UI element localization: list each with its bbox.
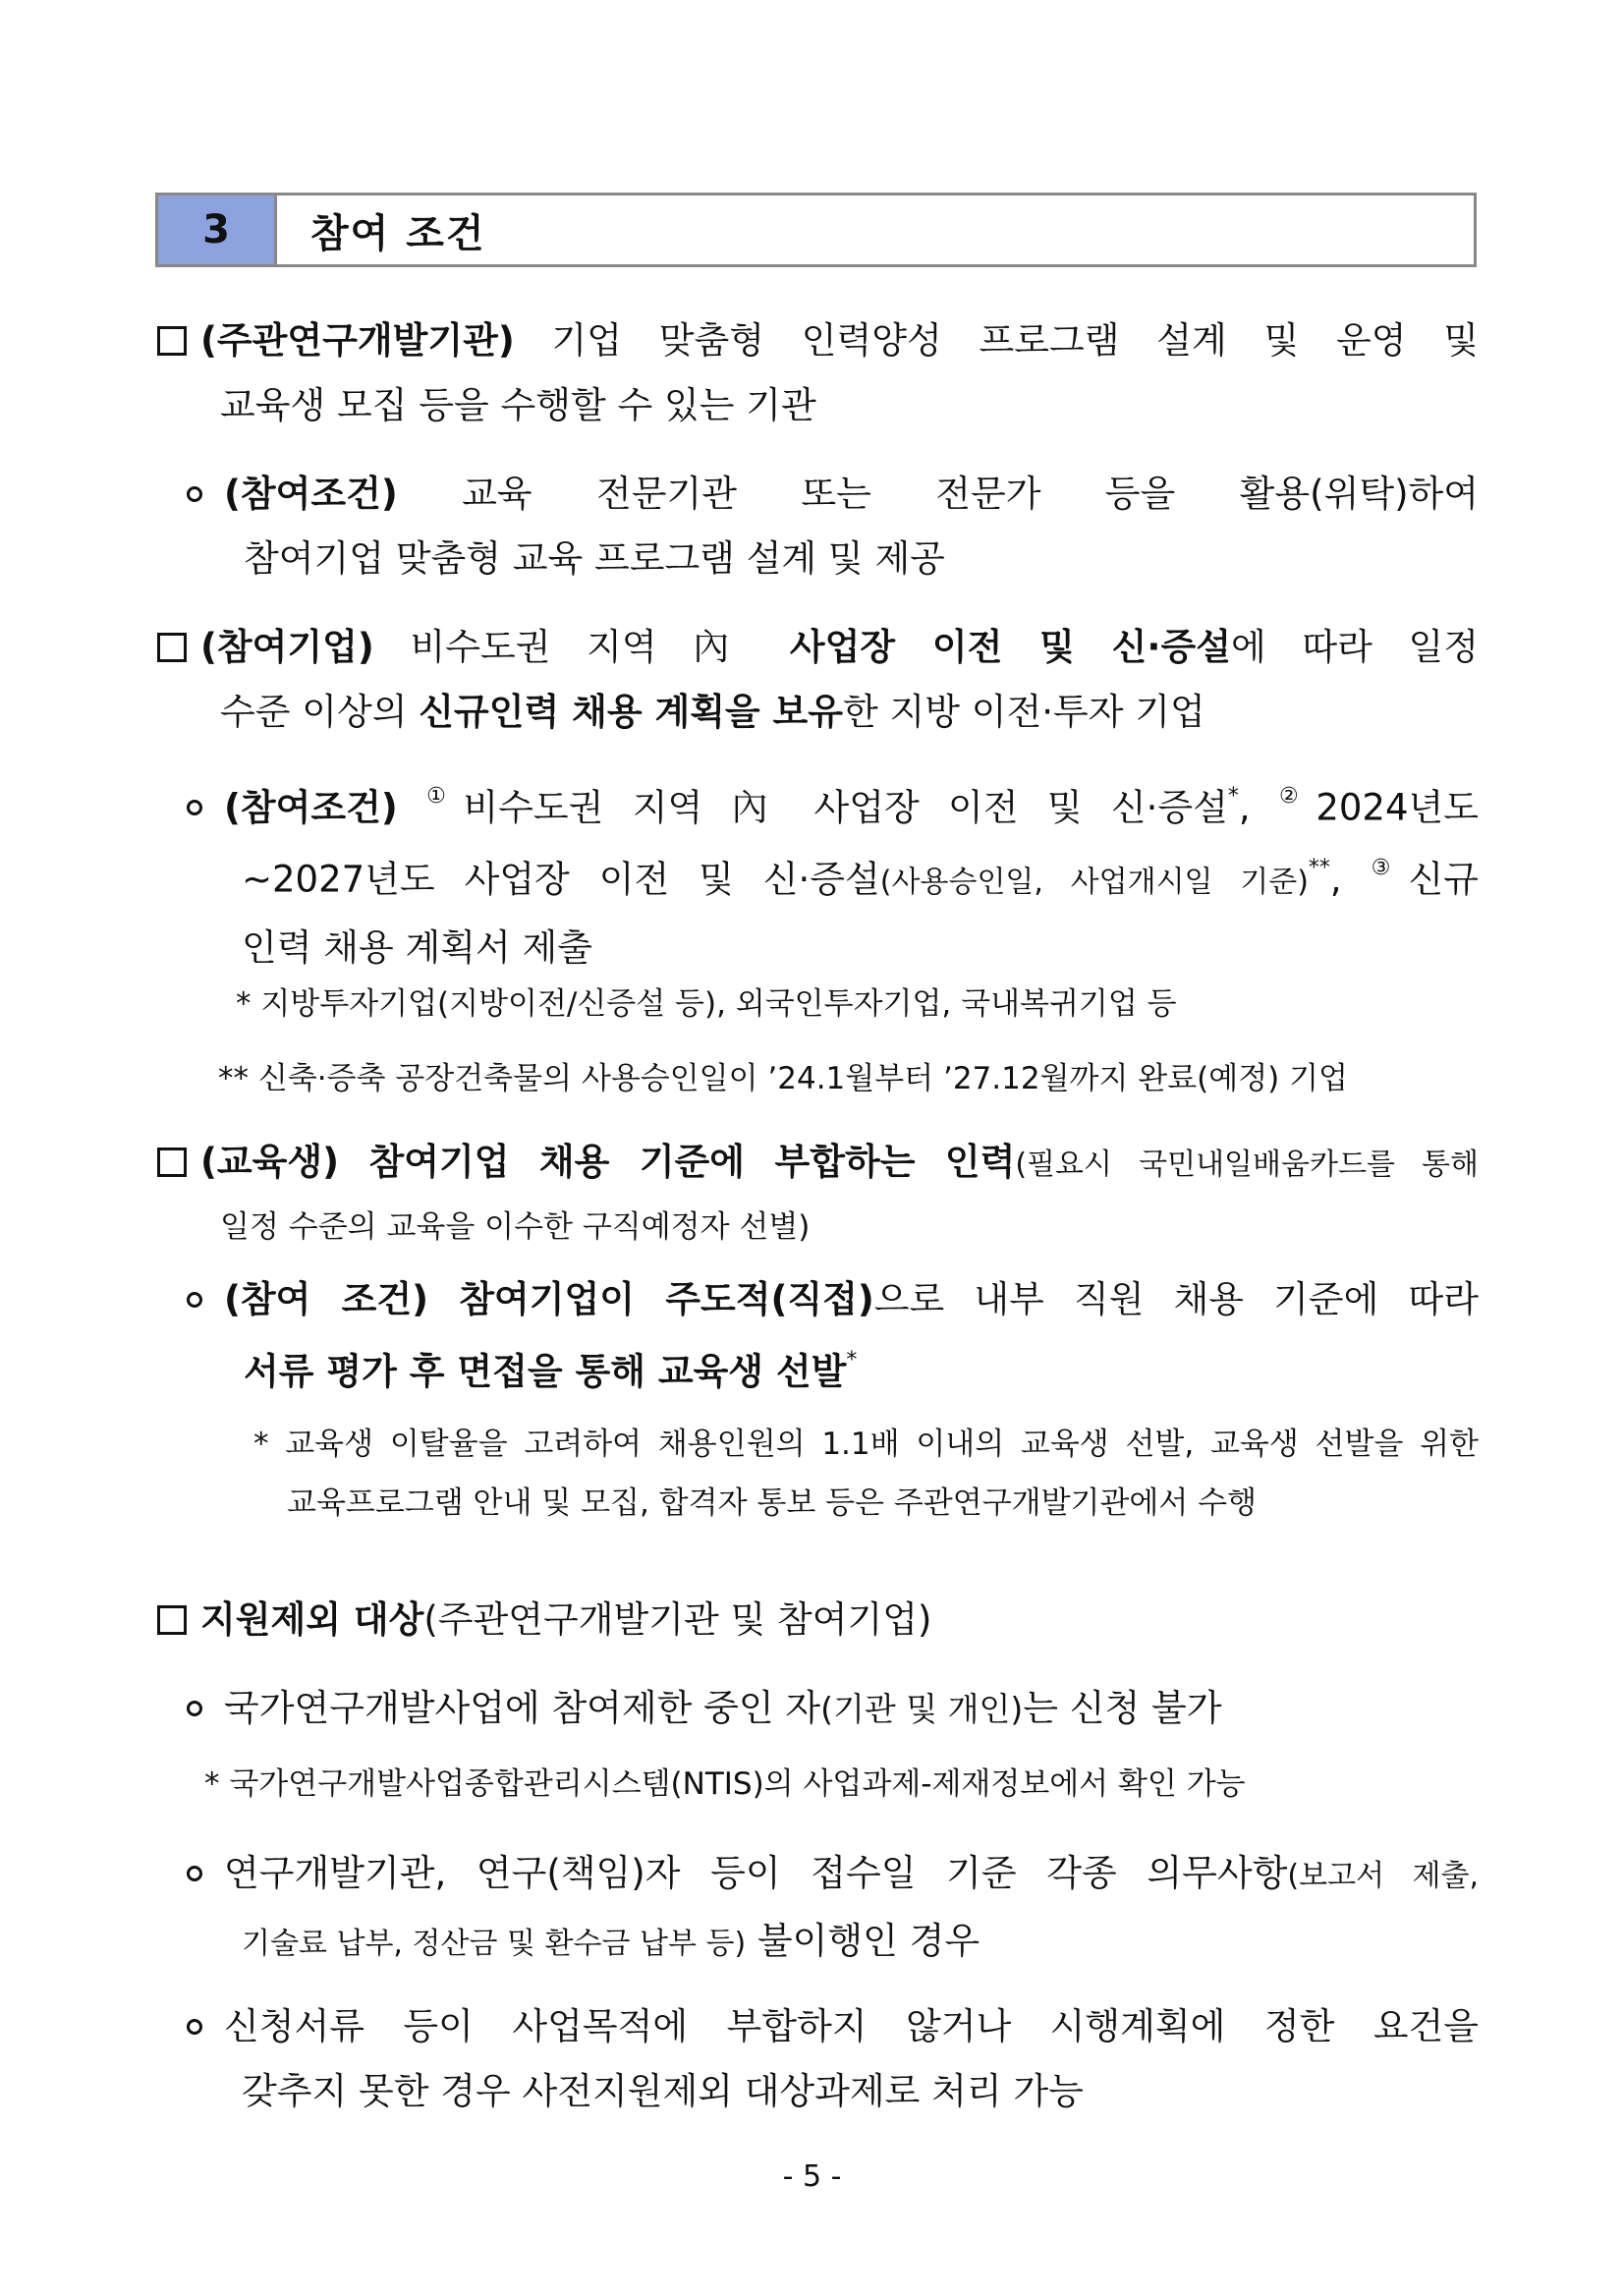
- page-number: - 5 -: [782, 2159, 842, 2194]
- checkbox-icon: [157, 1605, 187, 1635]
- sub-item-exclusion-1: 국가연구개발사업에 참여제한 중인 자(기관 및 개인)는 신청 불가: [187, 1676, 1479, 1742]
- sub-item-company-condition: (참여조건) ①비수도권 지역 內 사업장 이전 및 신·증설*, ②2024년도 ~2027년도 사업장 이전 및 신·증설(사용승인일, 사업개시일 기준)**, ③신규 인력 채용 계획서 제출: [187, 768, 1479, 980]
- circle-bullet-icon: [187, 800, 202, 815]
- sub-item-exclusion-3: 신청서류 등이 사업목적에 부합하지 않거나 시행계획에 정한 요건을 갖추지 못한 경우 사전지원제외 대상과제로 처리 가능: [187, 1994, 1479, 2124]
- checkbox-icon: [157, 326, 187, 356]
- item-exclusion: 지원제외 대상(주관연구개발기관 및 참여기업): [157, 1588, 1479, 1652]
- item-participating-company: (참여기업) 비수도권 지역 內 사업장 이전 및 신·증설에 따라 일정 수준 이상의 신규인력 채용 계획을 보유한 지방 이전·투자 기업: [157, 615, 1479, 745]
- section-number: 3: [158, 196, 277, 264]
- section-title: 참여 조건: [310, 210, 486, 256]
- sub-item-trainee-condition: (참여 조건) 참여기업이 주도적(직접)으로 내부 직원 채용 기준에 따라 서류 평가 후 면접을 통해 교육생 선발*: [187, 1267, 1479, 1404]
- item-trainee: (교육생) 참여기업 채용 기준에 부합하는 인력(필요시 국민내일배움카드를 통해 일정 수준의 교육을 이수한 구직예정자 선별): [157, 1130, 1479, 1257]
- footnote-company-2: ** 신축·증축 공장건축물의 사용승인일이 ’24.1월부터 ’27.12월까지 완료(예정) 기업: [218, 1061, 1348, 1096]
- section-header: [155, 193, 1477, 267]
- footnote-trainee: * 교육생 이탈율을 고려하여 채용인원의 1.1배 이내의 교육생 선발, 교육생 선발을 위한 교육프로그램 안내 및 모집, 합격자 통보 등은 주관연구개발기관에서 수행: [253, 1427, 1479, 1521]
- circle-bullet-icon: [187, 1701, 202, 1716]
- sub-item-exclusion-2: 연구개발기관, 연구(책임)자 등이 접수일 기준 각종 의무사항(보고서 제출, 기술료 납부, 정산금 및 환수금 납부 등) 불이행인 경우: [187, 1841, 1479, 1977]
- circle-bullet-icon: [187, 1292, 202, 1308]
- circle-bullet-icon: [187, 1866, 202, 1881]
- checkbox-icon: [157, 1148, 187, 1177]
- footnote-exclusion: * 국가연구개발사업종합관리시스템(NTIS)의 사업과제-제재정보에서 확인 가능: [204, 1766, 1246, 1802]
- checkbox-icon: [157, 633, 187, 662]
- circle-bullet-icon: [187, 2019, 202, 2035]
- sub-item-host-condition: (참여조건) 교육 전문기관 또는 전문가 등을 활용(위탁)하여 참여기업 맞춤형 교육 프로그램 설계 및 제공: [187, 462, 1479, 591]
- circle-bullet-icon: [187, 486, 202, 502]
- footnote-company-1: * 지방투자기업(지방이전/신증설 등), 외국인투자기업, 국내복귀기업 등: [236, 986, 1177, 1022]
- item-host-institution: (주관연구개발기관) 기업 맞춤형 인력양성 프로그램 설계 및 운영 및 교육생 모집 등을 수행할 수 있는 기관: [157, 308, 1479, 438]
